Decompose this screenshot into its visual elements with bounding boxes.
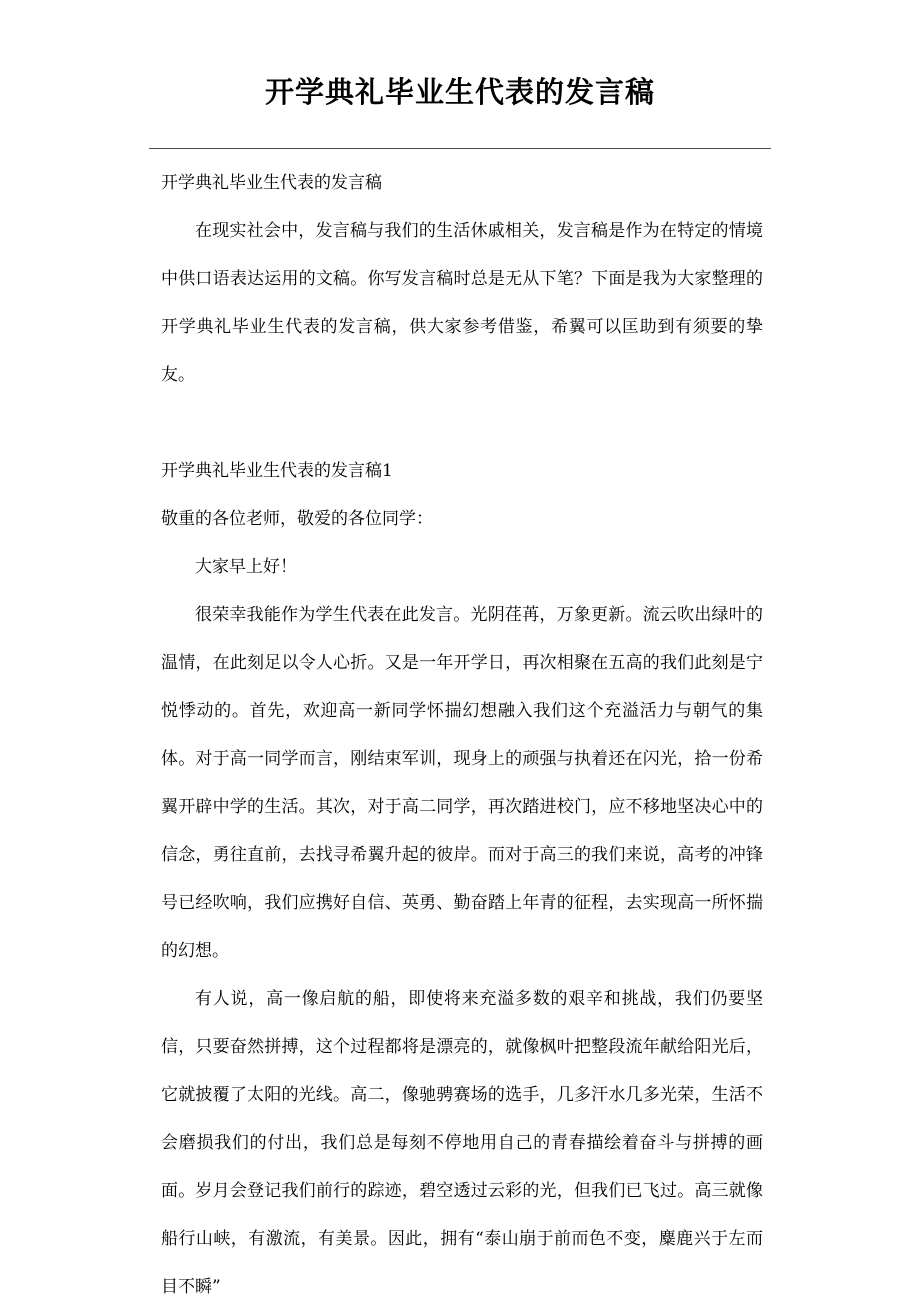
intro-paragraph: 在现实社会中，发言稿与我们的生活休戚相关，发言稿是作为在特定的情境中供口语表达运用的文稿。你写发言稿时总是无从下笔？下面是我为大家整理的开学典礼毕业生代表的发言稿，供大家参考借鉴，希翼可以匡助到有须要的挚友。	[161, 221, 763, 385]
document-body	[149, 148, 771, 1301]
document-heading: 开学典礼毕业生代表的发言稿	[161, 173, 382, 193]
speech-paragraph-1: 很荣幸我能作为学生代表在此发言。光阴荏苒，万象更新。流云吹出绿叶的温情，在此刻足以令人心折。又是一年开学日，再次相聚在五高的我们此刻是宁悦悸动的。首先，欢迎高一新同学怀揣幻想融入我们这个充溢活力与朝气的集体。对于高一同学而言，刚结束军训，现身上的顽强与执着还在闪光，拾一份希翼开辟中学的生活。其次，对于高二同学，再次踏进校门，应不移地坚决心中的信念，勇往直前，去找寻希翼升起的彼岸。而对于高三的我们来说，高考的冲锋号已经吹响，我们应携好自信、英勇、勤奋踏上年青的征程，去实现高一所怀揣的幻想。	[161, 605, 763, 961]
blank-line	[161, 399, 763, 447]
salutation: 敬重的各位老师，敬爱的各位同学：	[161, 509, 433, 529]
speech-paragraph-2: 有人说，高一像启航的船，即使将来充溢多数的艰辛和挑战，我们仍要坚信，只要奋然拼搏，这个过程都将是漂亮的，就像枫叶把整段流年献给阳光后，它就披覆了太阳的光线。高二，像驰骋赛场的选手，几多汗水几多光荣，生活不会磨损我们的付出，我们总是每刻不停地用自己的青春描绘着奋斗与拼搏的画面。岁月会登记我们前行的踪迹，碧空透过云彩的光，但我们已飞过。高三就像船行山峡，有激流，有美景。因此，拥有“泰山崩于前而色不变，麋鹿兴于左而目不瞬”	[161, 989, 763, 1297]
page-title: 开学典礼毕业生代表的发言稿	[264, 75, 655, 109]
greeting: 大家早上好！	[195, 557, 297, 577]
section-title: 开学典礼毕业生代表的发言稿1	[161, 461, 393, 481]
